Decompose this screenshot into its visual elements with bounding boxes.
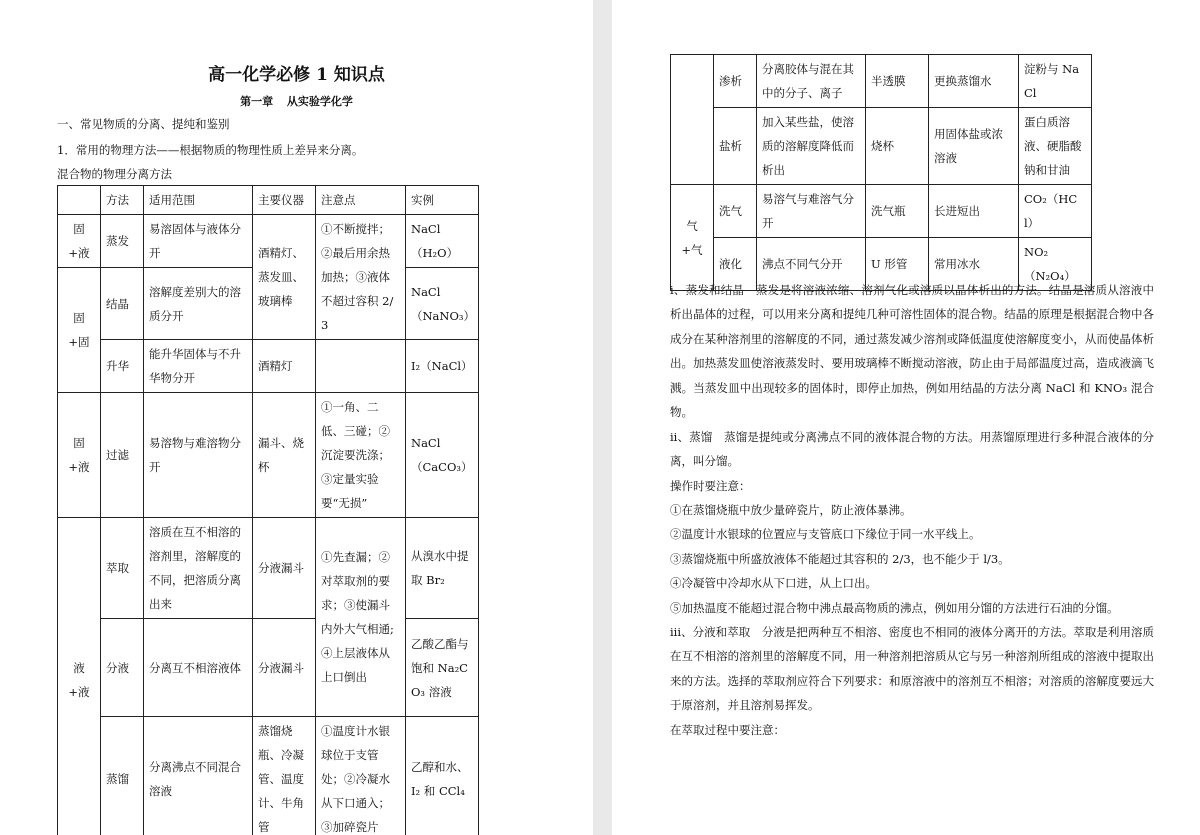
paragraph-note-2: ②温度计水银球的位置应与支管底口下缘位于同一水平线上。 <box>670 527 981 541</box>
example-line: （H₂O） <box>411 246 459 260</box>
example-line: NaCl <box>411 222 441 236</box>
scope-cell: 溶解度差别大的溶质分开 <box>144 268 253 340</box>
paragraph-note-5: ⑤加热温度不能超过混合物中沸点最高物质的沸点，例如用分馏的方法进行石油的分馏。 <box>670 601 1119 615</box>
scope-cell: 易溶气与难溶气分开 <box>757 185 866 238</box>
scope-cell: 能升华固体与不升华物分开 <box>144 340 253 393</box>
method-cell: 液化 <box>714 238 757 291</box>
example-cell: I₂（NaCl） <box>406 340 479 393</box>
table-row <box>671 108 1092 185</box>
table-header-row <box>58 186 479 215</box>
scope-cell: 沸点不同气分开 <box>757 238 866 291</box>
mixture-type: 固+液 <box>58 215 101 268</box>
example-cell: 乙酸乙酯与饱和 Na₂CO₃ 溶液 <box>406 619 479 717</box>
table-row <box>671 185 1092 238</box>
scope-cell: 分离互不相溶液体 <box>144 619 253 717</box>
chapter-heading: 第一章 从实验学化学 <box>240 95 353 108</box>
instrument-cell: 蒸馏烧瓶、冷凝管、温度计、牛角管 <box>253 717 316 835</box>
example-line: （CaCO₃） <box>411 460 473 474</box>
instrument-cell: 分液漏斗 <box>253 518 316 619</box>
method-cell: 分液 <box>101 619 144 717</box>
notes-cell: 更换蒸馏水 <box>929 55 1019 108</box>
example-cell <box>406 215 479 268</box>
method-cell: 渗析 <box>714 55 757 108</box>
paragraph-note-3: ③蒸馏烧瓶中所盛放液体不能超过其容积的 2/3，也不能少于 l/3。 <box>670 552 1010 566</box>
header-cell: 方法 <box>101 186 144 215</box>
table-caption: 混合物的物理分离方法 <box>57 167 172 181</box>
paragraph-note-1: ①在蒸馏烧瓶中放少量碎瓷片，防止液体暴沸。 <box>670 503 912 517</box>
example-cell: 蛋白质溶液、硬脂酸钠和甘油 <box>1019 108 1092 185</box>
table-row <box>58 340 479 393</box>
example-cell <box>406 268 479 340</box>
table-row <box>58 393 479 518</box>
mixture-type <box>671 55 714 185</box>
notes-cell: ①温度计水银球位于支管处；②冷凝水从下口通入；③加碎瓷片 <box>316 717 406 835</box>
example-line: NaCl <box>411 284 441 299</box>
header-cell: 实例 <box>406 186 479 215</box>
paragraph-evaporation-crystallization: i、蒸发和结晶 蒸发是将溶液浓缩、溶剂气化或溶质以晶体析出的方法。结晶是溶质从溶液中析出晶体的过程，可以用来分离和提纯几种可溶性固体的混合物。结晶的原理是根据混合物中各成分在某种溶剂里的溶解度的不同，通过蒸发减少溶剂或降低温度使溶解度变小，从而使晶体析出。加热蒸发皿使溶液蒸发时、要用玻璃棒不断搅动溶液，防止由于局部温度过高，造成液滴飞溅。当蒸发皿中出现较多的固体时，即停止加热，例如用结晶的方法分离 NaCl 和 KNO₃ 混合物。 <box>670 283 1154 420</box>
separation-methods-table-continued <box>670 54 1092 291</box>
instrument-cell: 洗气瓶 <box>866 185 929 238</box>
example-line: （NaNO₃） <box>411 308 476 323</box>
notes-cell: ①不断搅拌；②最后用余热加热；③液体不超过容积 2/3 <box>316 215 406 340</box>
example-cell: 从溴水中提取 Br₂ <box>406 518 479 619</box>
method-cell: 盐析 <box>714 108 757 185</box>
method-cell: 蒸馏 <box>101 717 144 835</box>
notes-cell: ①一角、二低、三碰；②沉淀要洗涤；③定量实验要“无损” <box>316 393 406 518</box>
method-cell: 结晶 <box>101 268 144 340</box>
mixture-type: 气+气 <box>671 185 714 291</box>
method-cell: 升华 <box>101 340 144 393</box>
scope-cell: 易溶固体与液体分开 <box>144 215 253 268</box>
mixture-type: 固+液 <box>58 393 101 518</box>
notes-cell <box>316 340 406 393</box>
instrument-cell: 分液漏斗 <box>253 619 316 717</box>
header-cell: 主要仪器 <box>253 186 316 215</box>
notes-cell: ①先查漏；②对萃取剂的要求；③使漏斗内外大气相通;④上层液体从上口倒出 <box>316 518 406 717</box>
instrument-cell: 漏斗、烧杯 <box>253 393 316 518</box>
table-row <box>671 55 1092 108</box>
instrument-cell: 烧杯 <box>866 108 929 185</box>
instrument-cell: 酒精灯 <box>253 340 316 393</box>
mixture-type: 固+固 <box>58 268 101 393</box>
method-cell: 萃取 <box>101 518 144 619</box>
paragraph-extraction-notes: 在萃取过程中要注意： <box>670 723 785 737</box>
instrument-cell: 酒精灯、蒸发皿、玻璃棒 <box>253 215 316 340</box>
notes-cell: 长进短出 <box>929 185 1019 238</box>
example-cell <box>406 393 479 518</box>
table-row <box>58 215 479 268</box>
paragraph-note-4: ④冷凝管中冷却水从下口进，从上口出。 <box>670 576 877 590</box>
example-cell: 乙醇和水、I₂ 和 CCl₄ <box>406 717 479 835</box>
method-cell: 洗气 <box>714 185 757 238</box>
table-row <box>58 619 479 717</box>
paragraph-separation-extraction: iii、分液和萃取 分液是把两种互不相溶、密度也不相同的液体分离开的方法。萃取是利用溶质在互不相溶的溶剂里的溶解度不同，用一种溶剂把溶质从它与另一种溶剂所组成的溶液中提取出来的方法。选择的萃取剂应符合下列要求：和原溶液中的溶剂互不相溶；对溶质的溶解度要远大于原溶剂，并且溶剂易挥发。 <box>670 625 1154 713</box>
method-cell: 蒸发 <box>101 215 144 268</box>
example-cell: 淀粉与 NaCl <box>1019 55 1092 108</box>
header-cell: 适用范围 <box>144 186 253 215</box>
instrument-cell: U 形管 <box>866 238 929 291</box>
instrument-cell: 半透膜 <box>866 55 929 108</box>
scope-cell: 加入某些盐，使溶质的溶解度降低而析出 <box>757 108 866 185</box>
scope-cell: 溶质在互不相溶的溶剂里，溶解度的不同，把溶质分离出来 <box>144 518 253 619</box>
subsection-heading: 1．常用的物理方法——根据物质的物理性质上差异来分离。 <box>57 143 364 157</box>
header-cell: 注意点 <box>316 186 406 215</box>
section-heading: 一、常见物质的分离、提纯和鉴别 <box>57 117 230 131</box>
page-title: 高一化学必修 1 知识点 <box>208 65 385 85</box>
table-row <box>58 518 479 619</box>
separation-methods-table <box>57 185 479 835</box>
paragraph-distillation: ii、蒸馏 蒸馏是提纯或分离沸点不同的液体混合物的方法。用蒸馏原理进行多种混合液体的分离，叫分馏。 <box>670 430 1154 469</box>
document-page-1 <box>0 0 593 835</box>
notes-cell: 用固体盐或浓溶液 <box>929 108 1019 185</box>
example-cell: CO₂（HCl） <box>1019 185 1092 238</box>
example-line: NO₂ <box>1024 245 1049 259</box>
example-line: （N₂O₄） <box>1024 269 1076 283</box>
example-line: NaCl <box>411 436 441 450</box>
table-row <box>58 717 479 835</box>
paragraph-notes-heading: 操作时要注意： <box>670 479 751 493</box>
mixture-type: 液+液 <box>58 518 101 835</box>
method-cell: 过滤 <box>101 393 144 518</box>
scope-cell: 分离胶体与混在其中的分子、离子 <box>757 55 866 108</box>
scope-cell: 分离沸点不同混合溶液 <box>144 717 253 835</box>
scope-cell: 易溶物与难溶物分开 <box>144 393 253 518</box>
notes-cell: 常用冰水 <box>929 238 1019 291</box>
